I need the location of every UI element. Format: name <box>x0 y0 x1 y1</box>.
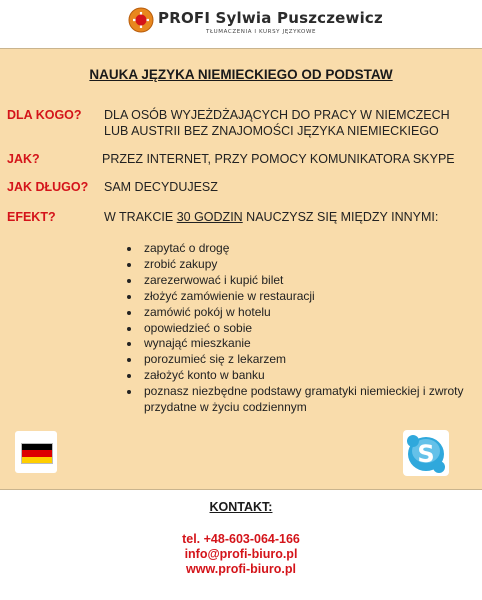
list-item: porozumieć się z lekarzem <box>124 352 474 368</box>
value-line: LUB AUSTRII BEZ ZNAJOMOŚCI JĘZYKA NIEMIECKIEGO <box>104 124 439 138</box>
flag-stripes <box>21 443 53 464</box>
value-how: PRZEZ INTERNET, PRZY POMOCY KOMUNIKATORA SKYPE <box>102 152 455 166</box>
skype-logo-svg <box>403 430 449 476</box>
list-item: zarezerwować i kupić bilet <box>124 273 474 289</box>
list-item: zapytać o drogę <box>124 241 474 257</box>
value-how-long: SAM DECYDUJESZ <box>104 180 218 194</box>
list-item: poznasz niezbędne podstawy gramatyki niemieckiej i zwroty przydatne w życiu codziennym <box>124 384 474 416</box>
skills-list <box>124 241 474 416</box>
value-for-whom <box>104 107 450 139</box>
header <box>0 0 482 48</box>
logo-subtitle: TŁUMACZENIA I KURSY JĘZYKOWE <box>206 29 317 35</box>
effect-text-before: W TRAKCIE <box>104 210 177 224</box>
label-for-whom: DLA KOGO? <box>7 108 82 122</box>
page-title: NAUKA JĘZYKA NIEMIECKIEGO OD PODSTAW <box>89 67 393 82</box>
contact-phone[interactable]: tel. +48-603-064-166 <box>182 532 300 546</box>
label-how-long: JAK DŁUGO? <box>7 180 89 194</box>
list-item: założyć konto w banku <box>124 368 474 384</box>
contact-title: KONTAKT: <box>209 500 273 514</box>
value-line: DLA OSÓB WYJEŻDŻAJĄCYCH DO PRACY W NIEMCZECH <box>104 108 450 122</box>
logo <box>128 6 383 42</box>
contact-section <box>0 490 482 600</box>
effect-text-after: NAUCZYSZ SIĘ MIĘDZY INNYMI: <box>242 210 439 224</box>
label-how: JAK? <box>7 152 40 166</box>
logo-title: PROFI Sylwia Puszczewicz <box>158 9 383 27</box>
contact-website[interactable]: www.profi-biuro.pl <box>186 562 296 576</box>
value-effect <box>104 209 438 225</box>
list-item: zamówić pokój w hotelu <box>124 305 474 321</box>
german-flag-icon <box>15 431 57 473</box>
skype-icon <box>403 430 449 476</box>
label-effect: EFEKT? <box>7 210 56 224</box>
list-item: opowiedzieć o sobie <box>124 321 474 337</box>
list-item: zrobić zakupy <box>124 257 474 273</box>
svg-text:S: S <box>417 440 435 468</box>
logo-mark-icon <box>128 7 154 33</box>
main-panel <box>0 48 482 490</box>
list-item: wynająć mieszkanie <box>124 336 474 352</box>
list-item: złożyć zamówienie w restauracji <box>124 289 474 305</box>
effect-highlight: 30 GODZIN <box>176 210 243 224</box>
contact-email[interactable]: info@profi-biuro.pl <box>184 547 298 561</box>
